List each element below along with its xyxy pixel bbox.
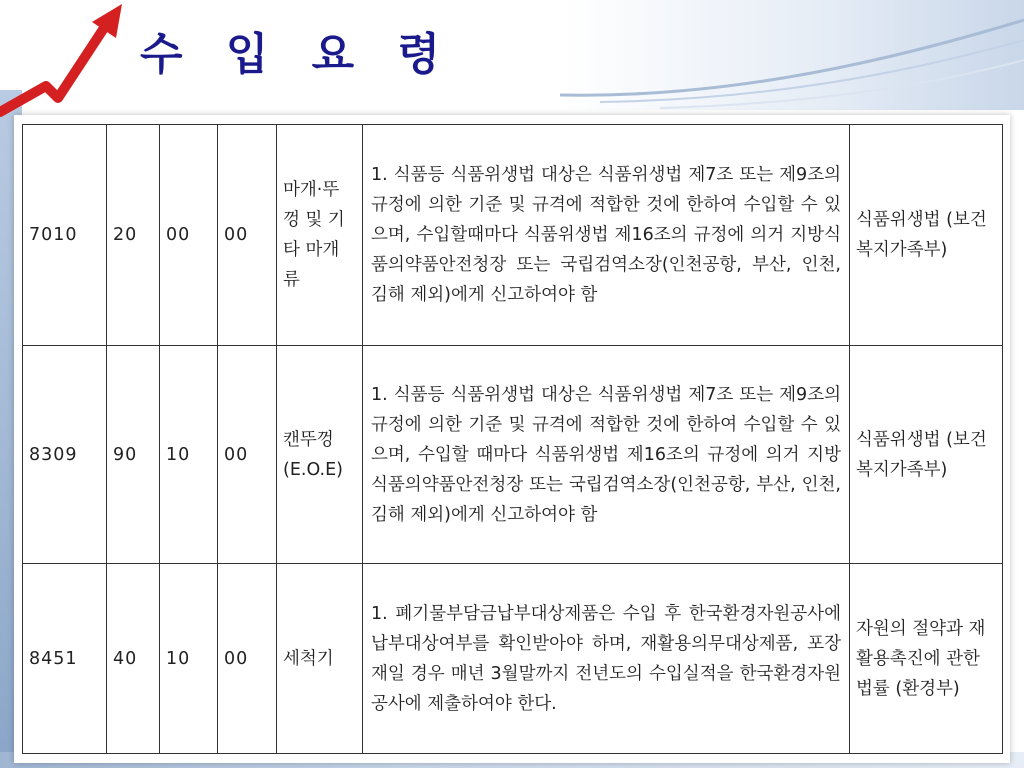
hs-sub3-cell: 00 (218, 125, 277, 346)
hs-code-cell: 8451 (23, 564, 107, 754)
hs-sub3-cell: 00 (218, 564, 277, 754)
law-cell: 자원의 절약과 재활용촉진에 관한 법률 (환경부) (850, 564, 1003, 754)
hs-sub3-cell: 00 (218, 346, 277, 564)
item-name-cell: 세척기 (277, 564, 363, 754)
hs-sub1-cell: 40 (107, 564, 160, 754)
hs-code-cell: 8309 (23, 346, 107, 564)
table-row (23, 346, 1003, 564)
import-requirements-table (22, 124, 1003, 754)
hs-sub2-cell: 10 (160, 346, 218, 564)
requirement-cell: 1. 폐기물부담금납부대상제품은 수입 후 한국환경자원공사에 납부대상여부를 확인받아야 하며, 재활용의무대상제품, 포장재일 경우 매년 3월말까지 전년도의 수입실적을 한국환경자원공사에 제출하여야 한다. (363, 564, 850, 754)
requirement-cell: 1. 식품등 식품위생법 대상은 식품위생법 제7조 또는 제9조의 규정에 의한 기준 및 규격에 적합한 것에 한하여 수입할 수 있으며, 수입할때마다 식품위생법 제16조의 규정에 의거 지방식품의약품안전청장 또는 국립검역소장(인천공항, 부산, 인천, 김해 제외)에게 신고하여야 함 (363, 125, 850, 346)
requirement-cell: 1. 식품등 식품위생법 대상은 식품위생법 제7조 또는 제9조의 규정에 의한 기준 및 규격에 적합한 것에 한하여 수입할 수 있으며, 수입할 때마다 식품위생법 제16조의 규정에 의거 지방식품의약품안전청장 또는 국립검역소장(인천공항, 부산, 인천, 김해 제외)에게 신고하여야 함 (363, 346, 850, 564)
page-title: 수 입 요 령 (140, 29, 454, 80)
law-cell: 식품위생법 (보건복지가족부) (850, 125, 1003, 346)
hs-sub1-cell: 90 (107, 346, 160, 564)
law-cell: 식품위생법 (보건복지가족부) (850, 346, 1003, 564)
hs-sub2-cell: 00 (160, 125, 218, 346)
hs-sub2-cell: 10 (160, 564, 218, 754)
table-row (23, 125, 1003, 346)
table-row (23, 564, 1003, 754)
item-name-cell: 마개·뚜껑 및 기타 마개류 (277, 125, 363, 346)
hs-code-cell: 7010 (23, 125, 107, 346)
red-upward-arrow-icon (0, 0, 140, 120)
decorative-swoosh (560, 0, 1024, 110)
item-name-cell: 캔뚜껑 (E.O.E) (277, 346, 363, 564)
hs-sub1-cell: 20 (107, 125, 160, 346)
